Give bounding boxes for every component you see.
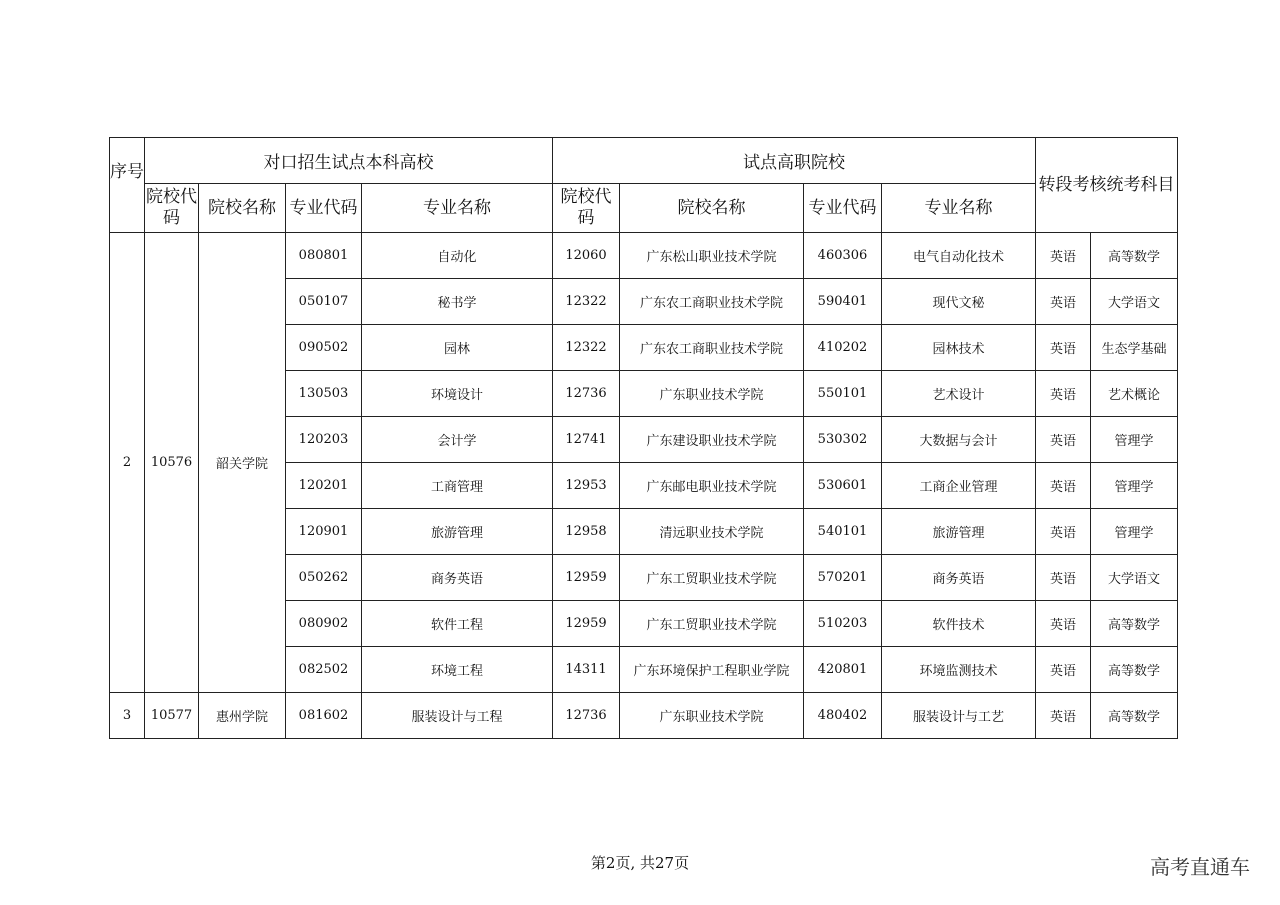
table-row [110,233,1178,279]
exam-subject-1-cell: 英语 [1036,371,1091,417]
header-v-school-name: 院校名称 [620,184,804,233]
v-school-code-cell: 12060 [553,233,620,279]
v-major-code-cell: 540101 [804,509,882,555]
u-major-code-cell: 130503 [286,371,362,417]
v-school-code-cell: 12959 [553,601,620,647]
v-major-name-cell: 工商企业管理 [882,463,1036,509]
v-school-name-cell: 广东建设职业技术学院 [620,417,804,463]
seq-cell: 3 [110,693,145,739]
exam-subject-2-cell: 艺术概论 [1091,371,1178,417]
v-major-name-cell: 软件技术 [882,601,1036,647]
exam-subject-2-cell: 高等数学 [1091,647,1178,693]
v-major-name-cell: 环境监测技术 [882,647,1036,693]
header-v-school-code: 院校代码 [553,184,620,233]
u-major-code-cell: 082502 [286,647,362,693]
u-major-name-cell: 环境设计 [362,371,553,417]
table-header [110,138,1178,233]
school-name-cell: 韶关学院 [199,233,286,693]
header-u-major-name: 专业名称 [362,184,553,233]
v-major-code-cell: 570201 [804,555,882,601]
u-major-code-cell: 120201 [286,463,362,509]
exam-subject-2-cell: 大学语文 [1091,279,1178,325]
exam-subject-2-cell: 管理学 [1091,463,1178,509]
u-major-code-cell: 080902 [286,601,362,647]
exam-subject-1-cell: 英语 [1036,279,1091,325]
v-school-code-cell: 12736 [553,371,620,417]
table-row [110,693,1178,739]
v-major-code-cell: 530302 [804,417,882,463]
exam-subject-1-cell: 英语 [1036,325,1091,371]
v-major-code-cell: 460306 [804,233,882,279]
u-major-name-cell: 环境工程 [362,647,553,693]
seq-cell: 2 [110,233,145,693]
exam-subject-2-cell: 管理学 [1091,509,1178,555]
page-number: 第2页, 共27页 [590,854,690,872]
v-school-name-cell: 广东环境保护工程职业学院 [620,647,804,693]
exam-subject-2-cell: 管理学 [1091,417,1178,463]
v-school-name-cell: 广东职业技术学院 [620,371,804,417]
u-major-name-cell: 旅游管理 [362,509,553,555]
v-school-code-cell: 12959 [553,555,620,601]
v-major-name-cell: 大数据与会计 [882,417,1036,463]
header-v-major-code: 专业代码 [804,184,882,233]
header-vocational-group: 试点高职院校 [553,138,1036,184]
v-major-name-cell: 艺术设计 [882,371,1036,417]
v-major-code-cell: 530601 [804,463,882,509]
u-major-code-cell: 081602 [286,693,362,739]
exam-subject-2-cell: 高等数学 [1091,693,1178,739]
school-code-cell: 10576 [145,233,199,693]
v-school-code-cell: 12958 [553,509,620,555]
v-school-code-cell: 12741 [553,417,620,463]
exam-subject-1-cell: 英语 [1036,601,1091,647]
v-school-name-cell: 广东农工商职业技术学院 [620,325,804,371]
v-major-name-cell: 园林技术 [882,325,1036,371]
exam-subject-1-cell: 英语 [1036,647,1091,693]
exam-subject-1-cell: 英语 [1036,693,1091,739]
header-exam-group: 转段考核统考科目 [1036,138,1178,233]
u-major-code-cell: 090502 [286,325,362,371]
header-undergrad-group: 对口招生试点本科高校 [145,138,553,184]
u-major-name-cell: 工商管理 [362,463,553,509]
u-major-name-cell: 商务英语 [362,555,553,601]
exam-subject-1-cell: 英语 [1036,233,1091,279]
exam-subject-2-cell: 大学语文 [1091,555,1178,601]
v-major-name-cell: 旅游管理 [882,509,1036,555]
u-major-code-cell: 120203 [286,417,362,463]
watermark-text: 高考直通车 [1150,855,1250,879]
v-major-code-cell: 420801 [804,647,882,693]
table-body [110,233,1178,739]
u-major-name-cell: 园林 [362,325,553,371]
u-major-name-cell: 会计学 [362,417,553,463]
exam-subject-1-cell: 英语 [1036,555,1091,601]
school-code-cell: 10577 [145,693,199,739]
exam-subject-1-cell: 英语 [1036,417,1091,463]
v-major-name-cell: 电气自动化技术 [882,233,1036,279]
u-major-name-cell: 服装设计与工程 [362,693,553,739]
v-major-name-cell: 服装设计与工艺 [882,693,1036,739]
header-u-school-code: 院校代码 [145,184,199,233]
header-u-major-code: 专业代码 [286,184,362,233]
v-major-name-cell: 现代文秘 [882,279,1036,325]
v-major-code-cell: 550101 [804,371,882,417]
v-school-code-cell: 12953 [553,463,620,509]
v-school-name-cell: 广东职业技术学院 [620,693,804,739]
school-name-cell: 惠州学院 [199,693,286,739]
v-school-name-cell: 清远职业技术学院 [620,509,804,555]
v-major-code-cell: 480402 [804,693,882,739]
u-major-name-cell: 自动化 [362,233,553,279]
admissions-table [109,137,1178,739]
header-seq: 序号 [110,138,145,233]
v-school-code-cell: 14311 [553,647,620,693]
u-major-name-cell: 软件工程 [362,601,553,647]
v-major-code-cell: 590401 [804,279,882,325]
u-major-code-cell: 080801 [286,233,362,279]
v-major-code-cell: 510203 [804,601,882,647]
exam-subject-2-cell: 生态学基础 [1091,325,1178,371]
v-school-name-cell: 广东邮电职业技术学院 [620,463,804,509]
exam-subject-2-cell: 高等数学 [1091,601,1178,647]
v-school-code-cell: 12736 [553,693,620,739]
exam-subject-1-cell: 英语 [1036,509,1091,555]
exam-subject-2-cell: 高等数学 [1091,233,1178,279]
header-u-school-name: 院校名称 [199,184,286,233]
header-v-major-name: 专业名称 [882,184,1036,233]
v-school-name-cell: 广东农工商职业技术学院 [620,279,804,325]
v-major-name-cell: 商务英语 [882,555,1036,601]
u-major-code-cell: 050262 [286,555,362,601]
v-school-name-cell: 广东工贸职业技术学院 [620,601,804,647]
v-school-code-cell: 12322 [553,325,620,371]
v-school-code-cell: 12322 [553,279,620,325]
u-major-name-cell: 秘书学 [362,279,553,325]
u-major-code-cell: 120901 [286,509,362,555]
exam-subject-1-cell: 英语 [1036,463,1091,509]
v-major-code-cell: 410202 [804,325,882,371]
v-school-name-cell: 广东工贸职业技术学院 [620,555,804,601]
u-major-code-cell: 050107 [286,279,362,325]
v-school-name-cell: 广东松山职业技术学院 [620,233,804,279]
